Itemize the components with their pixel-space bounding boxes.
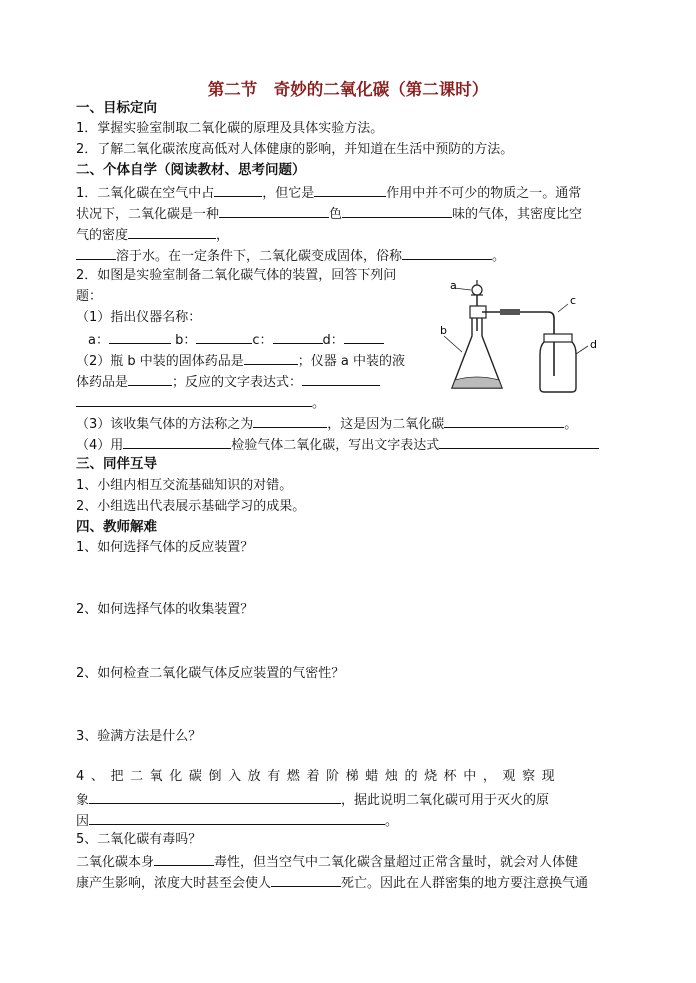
teacher-q3: 2、如何检查二氧化碳气体反应装置的气密性？ — [76, 666, 345, 681]
blank[interactable] — [244, 351, 298, 365]
ans-text-a: 二氧化碳本身 — [76, 855, 155, 870]
blank[interactable] — [128, 225, 216, 239]
blank[interactable] — [109, 330, 171, 344]
blank[interactable] — [76, 393, 312, 407]
q2-sub4-text-a: （4）用 — [76, 438, 124, 453]
teacher-q2: 2、如何选择气体的收集装置？ — [76, 602, 254, 617]
blank[interactable] — [219, 204, 329, 218]
q2-sub2-text-d: ；反应的文字表达式： — [172, 375, 303, 390]
co2-apparatus-diagram — [440, 276, 610, 401]
blank[interactable] — [214, 183, 262, 197]
teacher-q1: 1、如何选择气体的反应装置？ — [76, 540, 254, 555]
page-title: 第二节 奇妙的二氧化碳（第二课时） — [207, 80, 489, 99]
q2-sub3-text-c: 。 — [564, 417, 578, 432]
q1-text-j: 。 — [492, 249, 506, 264]
blank[interactable] — [253, 414, 327, 428]
blank[interactable] — [76, 246, 116, 260]
teacher-q5-line-3 — [76, 811, 398, 831]
q2-sub2-line-3 — [76, 393, 325, 413]
label-a: a： — [88, 333, 109, 348]
q2-sub2-line-2 — [76, 372, 380, 392]
teacher-q5-line-1: 4、把二氧化碳倒入放有燃着阶梯蜡烛的烧杯中，观察现 — [76, 769, 562, 784]
label-b: b： — [175, 333, 197, 348]
section-3-heading: 三、同伴互导 — [76, 456, 157, 472]
q2-sub3-text-a: （3）该收集气体的方法称之为 — [76, 417, 254, 432]
q2-sub3-line — [76, 414, 577, 434]
q1-line-4 — [76, 246, 505, 266]
goal-2: 2．了解二氧化碳浓度高低对人体健康的影响，并知道在生活中预防的方法。 — [76, 142, 514, 157]
q2-sub2-text-b: ；仪器 a 中装的液 — [297, 354, 406, 369]
answer-line-1 — [76, 852, 578, 872]
blank[interactable] — [344, 330, 384, 344]
blank[interactable] — [342, 204, 452, 218]
q2-sub3-text-b: ，这是因为二氧化碳 — [327, 417, 445, 432]
solid-reagent — [452, 377, 502, 388]
q2-sub4-line — [76, 435, 599, 455]
blank[interactable] — [89, 811, 385, 825]
q1-text-f: 味的气体，其密度比空 — [452, 207, 583, 222]
ans-text-b: 毒性，但当空气中二氧化碳含量超过正常含量时，就会对人体健 — [214, 855, 579, 870]
q2-sub2-text-e: 。 — [312, 396, 326, 411]
q2-sub1: （1）指出仪器名称： — [76, 310, 202, 325]
q1-line-2 — [76, 204, 582, 224]
q5-text-d: 因 — [76, 814, 90, 829]
label-b-text: b — [440, 324, 447, 337]
goal-1: 1．掌握实验室制取二氧化碳的原理及具体实验方法。 — [76, 121, 384, 136]
section-1-heading: 一、目标定向 — [76, 100, 157, 116]
blank[interactable] — [273, 330, 323, 344]
funnel-bulb — [472, 285, 482, 295]
q2-sub2-line-1 — [76, 351, 405, 371]
q1-text-c: 作用中并不可少的物质之一。通常 — [386, 186, 582, 201]
blank[interactable] — [123, 435, 231, 449]
q1-text-i: 溶于水。在一定条件下，二氧化碳变成固体，俗称 — [116, 249, 403, 264]
rubber-tube — [500, 309, 520, 315]
q1-text-b: ，但它是 — [262, 186, 315, 201]
q5-text-e: 。 — [385, 814, 399, 829]
q5-text-c: ，据此说明二氧化碳可用于灭火的原 — [341, 793, 550, 808]
q2-sub2-text-c: 体药品是 — [76, 375, 129, 390]
label-c: c： — [252, 333, 273, 348]
q2-sub2-text-a: （2）瓶 b 中装的固体药品是 — [76, 354, 244, 369]
blank[interactable] — [444, 414, 564, 428]
blank[interactable] — [271, 873, 341, 887]
peer-1: 1、小组内相互交流基础知识的对错。 — [76, 478, 293, 493]
teacher-q5-line-2 — [76, 790, 549, 810]
blank[interactable] — [314, 183, 386, 197]
q1-text-a: 1．二氧化碳在空气中占 — [76, 186, 215, 201]
q2-sub4-text-b: 检验气体二氧化碳，写出文字表达式 — [231, 438, 440, 453]
q1-line-3 — [76, 225, 229, 245]
teacher-q4: 3、验满方法是什么？ — [76, 729, 202, 744]
ans-text-d: 死亡。因此在人群密集的地方要注意换气通 — [341, 876, 589, 891]
q2-line-2: 题： — [76, 289, 103, 304]
label-a-text: a — [450, 279, 457, 292]
q1-text-h: ， — [216, 228, 230, 243]
q1-text-g: 气的密度 — [76, 228, 129, 243]
section-4-heading: 四、教师解难 — [76, 519, 157, 535]
q1-text-d: 状况下，二氧化碳是一种 — [76, 207, 220, 222]
blank[interactable] — [89, 790, 341, 804]
gas-jar — [540, 342, 576, 392]
q5-text-b: 象 — [76, 793, 90, 808]
q1-text-e: 色 — [329, 207, 343, 222]
q1-line-1 — [76, 183, 581, 203]
label-d-text: d — [590, 338, 597, 351]
q2-names-line — [88, 330, 384, 350]
blank[interactable] — [402, 246, 492, 260]
blank[interactable] — [196, 330, 252, 344]
blank[interactable] — [128, 372, 172, 386]
blank[interactable] — [302, 372, 380, 386]
blank[interactable] — [154, 852, 214, 866]
blank[interactable] — [439, 435, 599, 449]
section-2-heading: 二、个体自学（阅读教材、思考问题） — [76, 162, 306, 178]
label-d: d： — [322, 333, 344, 348]
label-c-text: c — [570, 294, 577, 307]
answer-line-2 — [76, 873, 588, 893]
q2-line-1: 2．如图是实验室制备二氧化碳气体的装置，回答下列问 — [76, 268, 397, 283]
ans-text-c: 康产生影响，浓度大时甚至会使人 — [76, 876, 272, 891]
peer-2: 2、小组选出代表展示基础学习的成果。 — [76, 499, 306, 514]
teacher-q6: 5、二氧化碳有毒吗？ — [76, 832, 202, 847]
jar-cover — [544, 334, 572, 342]
